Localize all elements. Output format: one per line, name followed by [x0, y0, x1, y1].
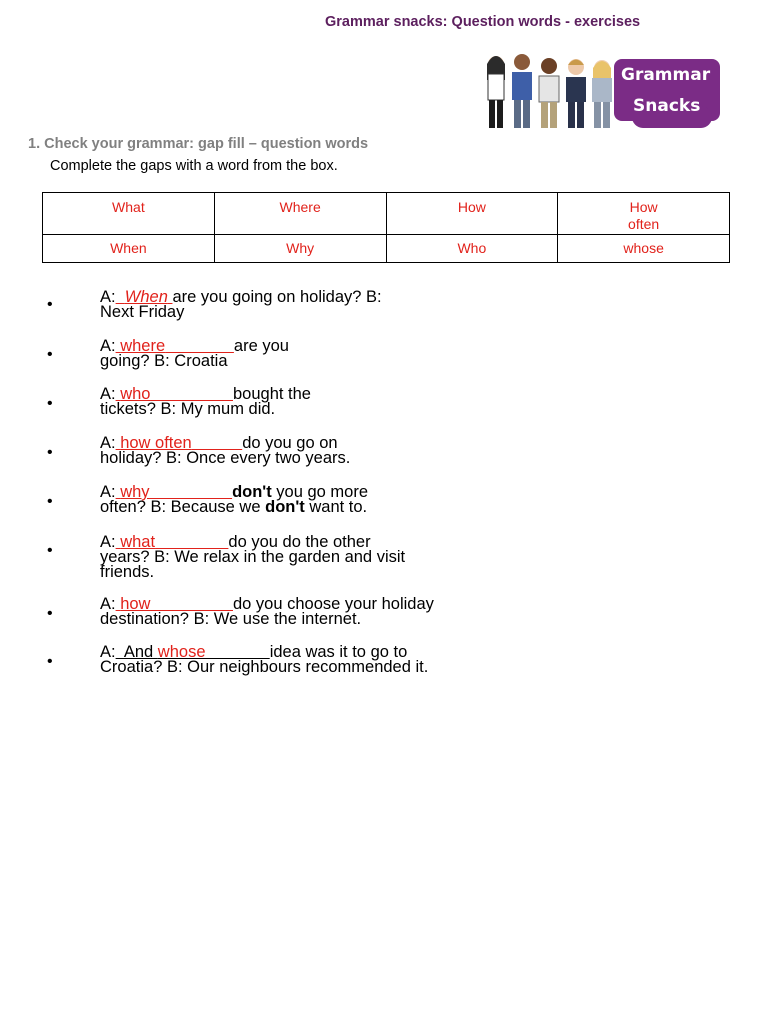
question-text: are you going on holiday? B: — [172, 288, 382, 306]
answer-text: why — [120, 483, 150, 501]
question-1 — [100, 290, 520, 320]
word-box-row — [43, 193, 730, 235]
question-5: A: why don't you go more often? B: Because we don't want to. — [100, 483, 369, 516]
question-7: A: how do you choose your holiday destination? B: We use the internet. — [100, 595, 434, 628]
bullet: • — [47, 296, 53, 313]
word-box-cell — [558, 193, 730, 235]
answer-text: how — [120, 595, 151, 613]
instruction-text: Complete the gaps with a word from the box. — [50, 158, 338, 174]
answer-text: where — [120, 337, 166, 355]
question-prefix: A: — [100, 288, 116, 306]
bullet: • — [47, 605, 53, 622]
word-box-cell: whose — [558, 234, 730, 262]
word-box-cell: What — [43, 193, 215, 235]
section-title: 1. Check your grammar: gap fill – question words — [28, 136, 369, 152]
word-box-cell: Who — [386, 234, 558, 262]
question-4: A: how often do you go on holiday? B: Once every two years. — [100, 434, 351, 467]
question-6: A: what do you do the other years? B: We relax in the garden and visit friends. — [100, 533, 406, 581]
cartoon-characters-illustration — [482, 50, 622, 134]
logo-text-snacks: Snacks — [633, 96, 701, 116]
question-3: A: who bought the tickets? B: My mum did. — [100, 385, 311, 418]
answer-text: who — [120, 385, 151, 403]
bullet: • — [47, 542, 53, 559]
word-how-often: How often — [628, 199, 660, 232]
answer-text: When — [124, 288, 168, 306]
logo-text-grammar: Grammar — [621, 65, 711, 85]
bullet: • — [47, 444, 53, 461]
question-2: A: where are you going? B: Croatia — [100, 337, 289, 370]
word-box-cell: Where — [214, 193, 386, 235]
answer-text: whose — [157, 643, 206, 661]
word-box-cell: When — [43, 234, 215, 262]
question-8: A: And whose idea was it to go to Croatia? B: Our neighbours recommended it. — [100, 643, 429, 676]
document-title: Grammar snacks: Question words - exercises — [325, 14, 641, 30]
bullet: • — [47, 395, 53, 412]
word-box-cell: Why — [214, 234, 386, 262]
answer-text: what — [120, 533, 156, 551]
bullet: • — [47, 493, 53, 510]
answer-text: how often — [120, 434, 192, 452]
answer-blank: And whose — [115, 643, 206, 661]
bullet: • — [47, 653, 53, 670]
bullet: • — [47, 346, 53, 363]
word-box-row — [43, 234, 730, 262]
word-box-table — [42, 192, 730, 263]
question-text-line2: Next Friday — [100, 303, 185, 321]
word-box-cell: How — [386, 193, 558, 235]
grammar-snacks-logo — [482, 50, 724, 134]
